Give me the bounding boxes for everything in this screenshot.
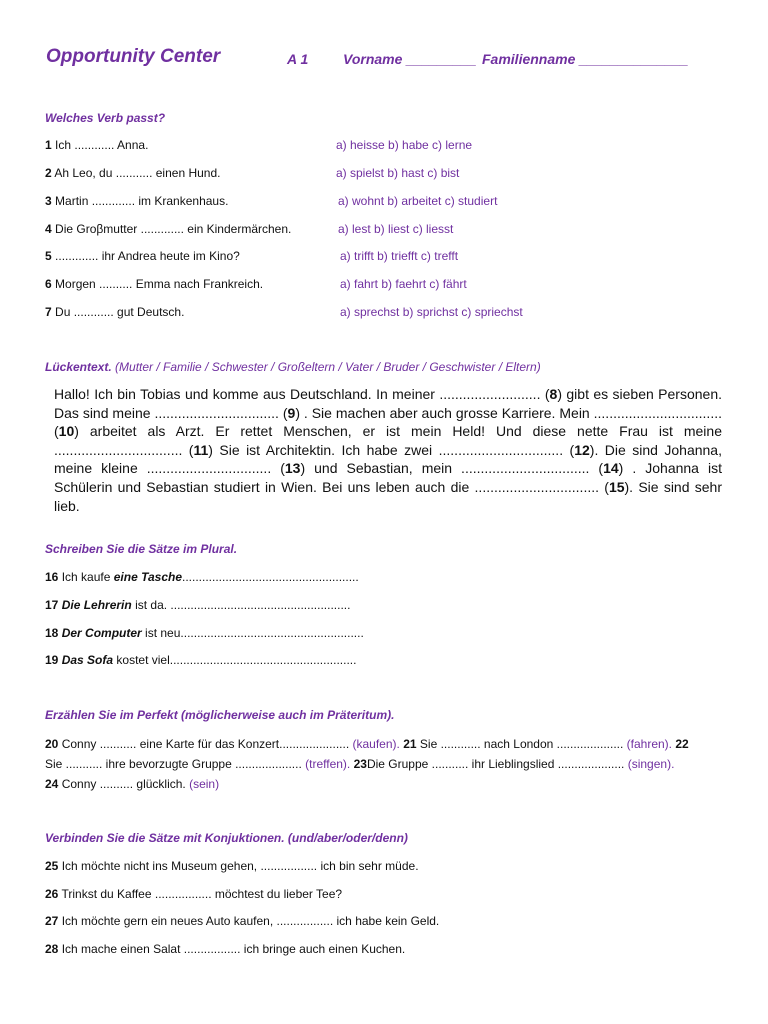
exercise-item <box>45 249 240 263</box>
verb-hint: (kaufen). <box>349 737 400 751</box>
cloze-text: Hallo! Ich bin Tobias und komme aus Deutschland. In meiner .......................... ( <box>54 386 550 402</box>
verb-hint: (treffen). <box>301 757 351 771</box>
plural-item <box>45 653 356 667</box>
item-emphasis: Das Sofa <box>61 653 114 667</box>
item-number: 27 <box>45 914 59 928</box>
item-text: Ich möchte nicht ins Museum gehen, ................. ich bin sehr müde. <box>58 859 419 873</box>
item-text: Conny ........... eine Karte für das Konzert..................... <box>58 737 350 751</box>
item-text: Sie ........... ihre bevorzugte Gruppe .................... <box>45 757 302 771</box>
worksheet-header <box>46 46 746 74</box>
blank-number: 11 <box>193 441 209 458</box>
item-text: Sie ............ nach London .................... <box>416 737 624 751</box>
item-number: 3 <box>45 194 52 208</box>
item-text: ist da. ...................................................... <box>131 598 351 612</box>
cloze-text: ) arbeitet als Arzt. Er rettet Menschen, er ist mein Held! Und diese nette Frau ist meine ................................. ( <box>54 423 722 458</box>
item-text: Ah Leo, du ........... einen Hund. <box>51 166 221 180</box>
exercise-item <box>45 222 291 236</box>
cloze-word-bank: (Mutter / Familie / Schwester / Großeltern / Vater / Bruder / Geschwister / Eltern) <box>111 360 541 374</box>
perfekt-line <box>45 734 723 754</box>
exercise-item <box>45 166 220 180</box>
section-heading-plural: Schreiben Sie die Sätze im Plural. <box>45 542 238 556</box>
item-number: 17 <box>45 598 59 612</box>
cloze-text: ) gibt es sieben Personen. Das sind meine ................................ ( <box>54 386 723 421</box>
plural-item <box>45 598 350 612</box>
section-heading-cloze <box>45 360 541 374</box>
conjunction-item <box>45 914 439 928</box>
item-options: a) wohnt b) arbeitet c) studiert <box>338 194 498 208</box>
last-name-field: Familienname ______________ <box>482 51 689 67</box>
item-number: 5 <box>45 249 52 263</box>
item-emphasis: eine Tasche <box>113 570 182 584</box>
conjunction-item <box>45 942 405 956</box>
item-text: Ich kaufe <box>58 570 114 584</box>
item-text: Trinkst du Kaffee ................. möchtest du lieber Tee? <box>58 887 343 901</box>
item-emphasis: Die Lehrerin <box>61 598 132 612</box>
item-text: Ich ............ Anna. <box>51 138 149 152</box>
item-emphasis: Der Computer <box>61 626 142 640</box>
exercise-item <box>45 305 184 319</box>
cloze-text: ) . Johanna ist Schülerin und Sebastian studiert in Wien. Bei uns leben auch die ................................ ( <box>54 460 722 495</box>
item-number: 28 <box>45 942 59 956</box>
item-number: 24 <box>45 777 59 791</box>
item-options: a) spielst b) hast c) bist <box>336 166 460 180</box>
item-number: 19 <box>45 653 59 667</box>
perfekt-line <box>45 774 723 794</box>
blank-number: 13 <box>284 460 301 477</box>
plural-item <box>45 570 359 584</box>
item-number: 21 <box>403 737 417 751</box>
exercise-item <box>45 138 148 152</box>
item-number: 16 <box>45 570 59 584</box>
cloze-text: ) Sie ist Architektin. Ich habe zwei ................................ ( <box>208 441 575 458</box>
section-heading-perfekt: Erzählen Sie im Perfekt (möglicherweise auch im Präteritum). <box>45 708 395 722</box>
item-text: Conny .......... glücklich. <box>58 777 186 791</box>
exercise-item <box>45 277 263 291</box>
item-number: 23 <box>353 757 367 771</box>
item-options: a) lest b) liest c) liesst <box>338 222 454 236</box>
blank-number: 14 <box>603 460 619 477</box>
verb-hint: (fahren). <box>623 737 673 751</box>
section-heading-verbs: Welches Verb passt? <box>45 111 166 125</box>
item-number: 6 <box>45 277 52 291</box>
item-text: Die Groβmutter ............. ein Kindermärchen. <box>51 222 292 236</box>
first-name-field: Vorname _________ <box>343 51 477 67</box>
item-number: 7 <box>45 305 52 319</box>
verb-hint: (sein) <box>185 777 220 791</box>
level-label: A 1 <box>287 51 309 67</box>
blank-number: 15 <box>608 478 625 495</box>
item-number: 2 <box>45 166 52 180</box>
conjunction-item <box>45 859 419 873</box>
item-text: Die Gruppe ........... ihr Lieblingslied .................... <box>366 757 625 771</box>
item-text: Du ............ gut Deutsch. <box>51 305 185 319</box>
item-text: Morgen .......... Emma nach Frankreich. <box>51 277 264 291</box>
blank-number: 8 <box>549 386 558 402</box>
cloze-text: ). Sie sind sehr lieb. <box>54 478 722 514</box>
blank-number: 9 <box>287 404 296 421</box>
blank-number: 12 <box>574 441 590 458</box>
item-options: a) heisse b) habe c) lerne <box>336 138 473 152</box>
section-heading-conjunctions: Verbinden Sie die Sätze mit Konjuktionen. (und/aber/oder/denn) <box>45 831 408 845</box>
verb-hint: (singen). <box>624 757 675 771</box>
item-text: Martin ............. im Krankenhaus. <box>51 194 229 208</box>
conjunction-item <box>45 887 342 901</box>
item-text: ist neu....................................................... <box>141 626 364 640</box>
perfekt-line <box>45 754 723 774</box>
item-options: a) fahrt b) faehrt c) fährt <box>340 277 467 291</box>
exercise-item <box>45 194 228 208</box>
cloze-heading-label: Lückentext. <box>45 360 112 374</box>
item-text: kostet viel........................................................ <box>113 653 357 667</box>
blank-number: 10 <box>58 423 75 440</box>
item-options: a) trifft b) triefft c) trefft <box>340 249 459 263</box>
school-title: Opportunity Center <box>46 46 221 67</box>
item-number: 18 <box>45 626 59 640</box>
item-text: ..................................................... <box>182 570 359 584</box>
cloze-paragraph <box>54 385 722 515</box>
item-text: Ich möchte gern ein neues Auto kaufen, ................. ich habe kein Geld. <box>58 914 440 928</box>
item-text: Ich mache einen Salat ................. ich bringe auch einen Kuchen. <box>58 942 406 956</box>
item-number: 4 <box>45 222 52 236</box>
item-number: 20 <box>45 737 59 751</box>
item-number: 25 <box>45 859 59 873</box>
item-number: 1 <box>45 138 52 152</box>
perfekt-block <box>45 734 723 794</box>
plural-item <box>45 626 364 640</box>
item-text: ............. ihr Andrea heute im Kino? <box>51 249 240 263</box>
item-number: 26 <box>45 887 59 901</box>
cloze-text: ). Die sind Johanna, meine kleine ................................ ( <box>54 441 722 477</box>
cloze-text: ) . Sie machen aber auch grosse Karriere. Mein ................................. ( <box>54 404 722 440</box>
item-options: a) sprechst b) sprichst c) spriechst <box>340 305 523 319</box>
cloze-text: ) und Sebastian, mein ................................. ( <box>300 460 604 477</box>
item-number: 22 <box>675 737 689 751</box>
